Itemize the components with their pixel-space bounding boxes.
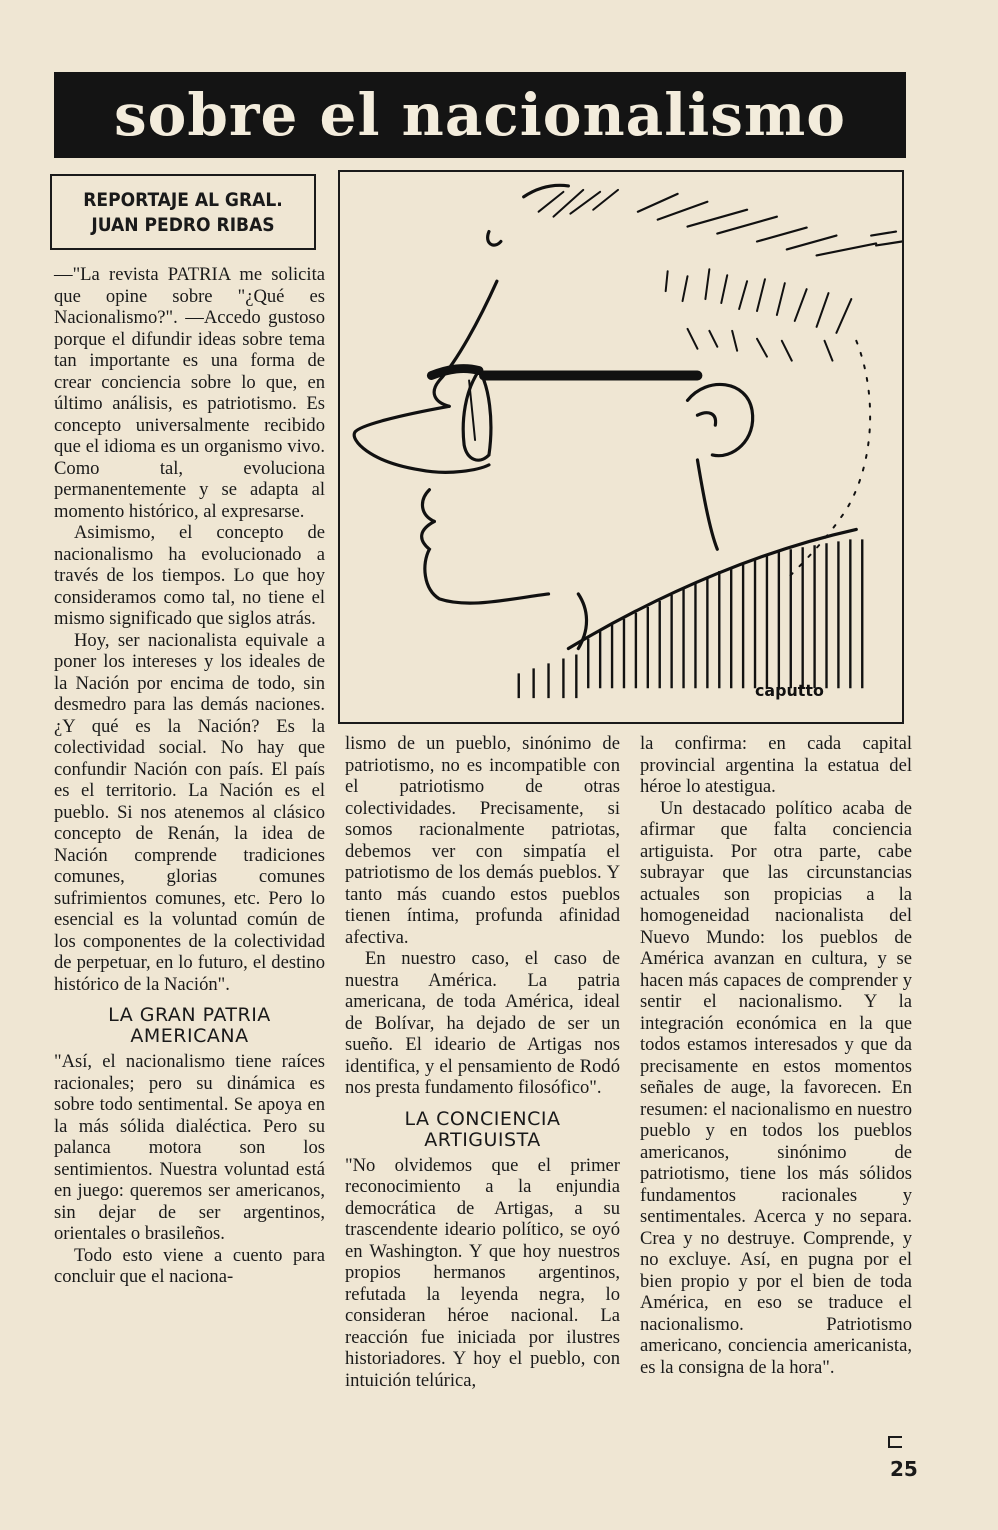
paragraph: "No olvidemos que el primer reconocimiento a la enjundia democrática de Artigas, a su trascendente ideario político, se oyó en Washington. Y que hoy nuestros propios hermanos argentinos, refutada la leyenda negra, lo consideran héroe nacional. La reacción fue iniciada por ilustres historiadores. Y hoy el pueblo, con intuición telúrica,	[345, 1154, 620, 1391]
article-column-3	[640, 733, 912, 1378]
paragraph: En nuestro caso, el caso de nuestra América. La patria americana, de toda América, ideal de Bolívar, ha dejado de ser un sueño. El ideario de Artigas nos identifica, y el pensamiento de Rodó nos presta fundamento filosófico".	[345, 948, 620, 1098]
hair-stroke	[524, 185, 569, 197]
section-heading: LA CONCIENCIA ARTIGUISTA	[404, 1107, 561, 1151]
hair-stroke	[638, 194, 876, 256]
hair-stroke	[488, 232, 501, 246]
ear-outline	[688, 384, 753, 455]
caricature-illustration	[338, 170, 904, 724]
paragraph: lismo de un pueblo, sinónimo de patriotismo, no es incompatible con el patriotismo de otras colectividades. Precisamente, si somos racionalmente patriotas, debemos ver con simpatía el patriotismo de los demás pueblos. Y tanto más cuando estos pueblos tienen íntima, profunda afinidad afectiva.	[345, 733, 620, 948]
article-column-1	[54, 264, 325, 1288]
interview-subtitle-box	[50, 174, 316, 250]
ear-inner	[697, 413, 715, 425]
mouth-line	[422, 490, 434, 522]
paragraph: la confirma: en cada capital provincial argentina la estatua del héroe lo atestigua.	[640, 733, 912, 797]
section-heading: LA GRAN PATRIA AMERICANA	[108, 1004, 271, 1047]
cartoon-signature: caputto	[755, 681, 824, 701]
chin-line	[422, 521, 549, 603]
glasses-lens	[463, 371, 491, 461]
paragraph: Un destacado político acaba de afirmar que falta conciencia artiguista. Por otra parte, cabe subrayar que las circunstancias actuales son propicias a la homogeneidad nacionalista del Nuevo Mundo: los pueblos de América avanzan en cultura, y se hacen más capaces de comprender y sentir el nacionalismo. Y la integración económica en la que todos estamos interesados y que da precisamente en estos momentos señales de auge, la favorecen. En resumen: el nacionalismo en nuestro pueblo y en todos los pueblos americanos, sinónimo de patriotismo, tiene los más sólidos fundamentos racionales y sentimentales. Acerca y no separa. Crea y no destruye. Comprende, y no excluye. Así, en pugna por el bien propio y por el bien de toda América, en eso se traduce el nacionalismo. Patriotismo americano, conciencia americanista, es la consigna de la hora".	[640, 797, 912, 1378]
article-column-2	[345, 733, 620, 1391]
neck-line	[697, 460, 717, 549]
hair-stroke	[666, 269, 852, 333]
page-number: 25	[890, 1457, 918, 1481]
paragraph: Asimismo, el concepto de nacionalismo ha evolucionado a través de los tiempos. Lo que hoy consideramos como tal, no tiene el mismo significado que siglos atrás.	[54, 522, 325, 629]
hair-stroke	[539, 190, 618, 217]
subtitle-line-2: JUAN PEDRO RIBAS	[91, 214, 275, 236]
glasses-glint	[469, 380, 475, 440]
nose-line	[354, 406, 489, 472]
paragraph: "Así, el nacionalismo tiene raíces racionales; pero su dinámica es sobre todo sentimental. Se apoya en la más sólida dialéctica. Pero su palanca motora son los sentimientos. Nuestra voluntad está en juego: queremos ser americanos, sin dejar de ser argentinos, orientales o brasileños.	[54, 1051, 325, 1244]
caricature-drawing	[340, 172, 902, 722]
uniform-hatching	[519, 539, 863, 701]
hair-stroke	[688, 329, 833, 361]
glasses-top	[431, 369, 479, 376]
paragraph: Hoy, ser nacionalista equivale a poner los intereses y los ideales de la Nación por encima de todo, sin desmedro para las demás naciones. ¿Y qué es la Nación? Es la colectividad social. No hay que confundir Nación con país. El país es el territorio. La Nación es el pueblo. Si nos atenemos al clásico concepto de Renán, la idea de Nación comprende tradiciones comunes, glorias comunes sufrimientos comunes, etc. Pero lo esencial es la voluntad común de los componentes de la colectividad de perpetuar, en lo futuro, el destino histórico de la Nación".	[54, 629, 325, 995]
end-of-article-mark	[888, 1436, 902, 1448]
paragraph: Todo esto viene a cuento para concluir que el naciona-	[54, 1244, 325, 1287]
page-title: sobre el nacionalismo	[54, 72, 906, 158]
paragraph: —"La revista PATRIA me solicita que opine sobre "¿Qué es Nacionalismo?". —Accedo gustoso porque el difundir ideas sobre tema tan importante es una forma de crear conciencia sobre lo que, en último análisis, es patriotismo. Es concepto universalmente recibido que el idioma es un organismo vivo. Como tal, evoluciona permanentemente y se adapta al momento histórico, al expresarse.	[54, 264, 325, 522]
subtitle-line-1: REPORTAJE AL GRAL.	[83, 189, 283, 211]
